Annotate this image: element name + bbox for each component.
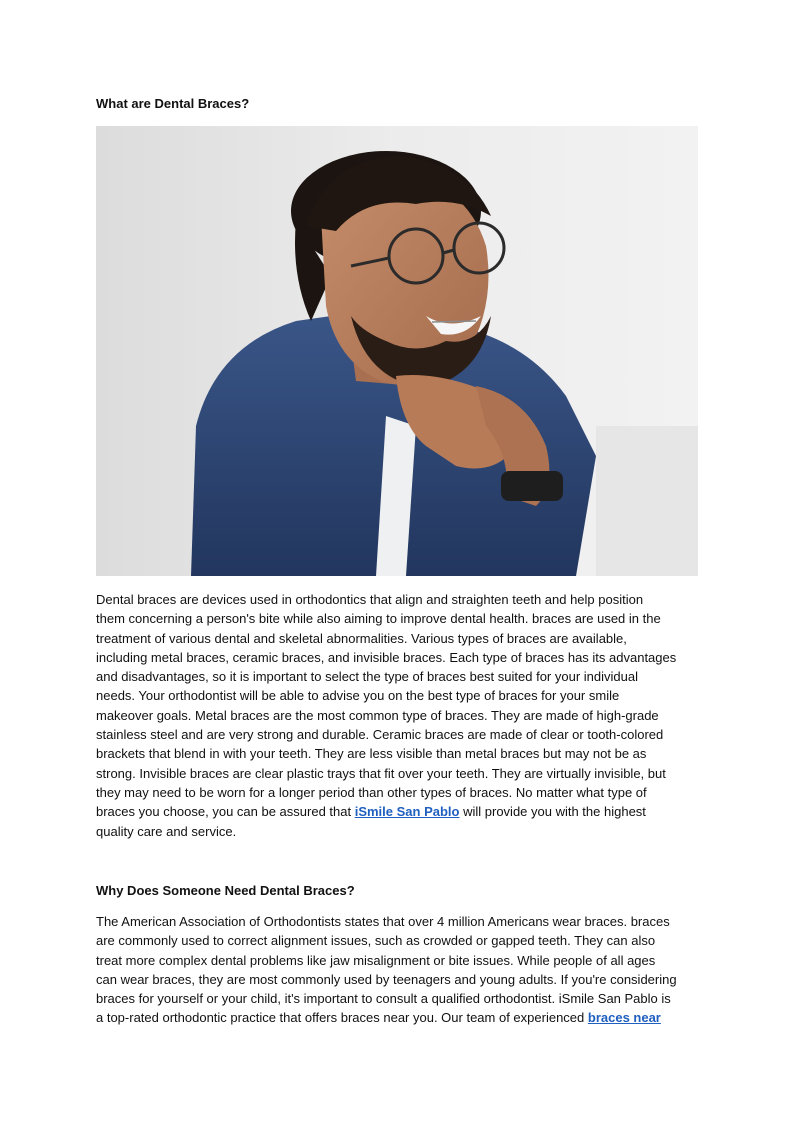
section-heading-what-are-braces: What are Dental Braces? <box>96 96 250 111</box>
text-line: including metal braces, ceramic braces, and invisible braces. Each type of braces has its advantages <box>96 649 677 665</box>
text-line: are commonly used to correct alignment issues, such as crowded or gapped teeth. They can also <box>96 933 656 949</box>
text-line: them concerning a person's bite while also aiming to improve dental health. braces are used in the <box>96 611 661 627</box>
text-line: Dental braces are devices used in orthodontics that align and straighten teeth and help position <box>96 592 644 607</box>
braces-near-link[interactable]: braces near <box>587 1010 661 1026</box>
text-line: The American Association of Orthodontists states that over 4 million Americans wear braces. braces <box>96 914 670 929</box>
text-line: makeover goals. Metal braces are the most common type of braces. They are made of high-grade <box>96 707 659 723</box>
ismile-san-pablo-link[interactable]: iSmile San Pablo <box>354 804 460 820</box>
paragraph-why-braces <box>96 912 700 1028</box>
text-line: treatment of various dental and skeletal abnormalities. Various types of braces are available, <box>96 630 627 646</box>
paragraph-dental-braces-intro <box>96 590 700 841</box>
text-line: stainless steel and are very strong and durable. Ceramic braces are made of clear or tooth-colored <box>96 727 664 743</box>
section-heading-why-need-braces: Why Does Someone Need Dental Braces? <box>96 883 355 898</box>
text-line: braces for yourself or your child, it's important to consult a qualified orthodontist. iSmile San Pablo is <box>96 991 671 1007</box>
text-segment: a top-rated orthodontic practice that offers braces near you. Our team of experienced <box>96 1010 588 1026</box>
text-line: and disadvantages, so it is important to select the type of braces best suited for your individual <box>96 669 638 685</box>
photo-illustration <box>96 126 698 576</box>
text-line: can wear braces, they are most commonly used by teenagers and young adults. If you're considering <box>96 971 677 987</box>
text-line: treat more complex dental problems like jaw misalignment or bite issues. While people of all ages <box>96 952 656 968</box>
text-line: strong. Invisible braces are clear plastic trays that fit over your teeth. They are virtually invisible, but <box>96 765 666 781</box>
text-line: brackets that blend in with your teeth. They are less visible than metal braces but may not be as <box>96 746 647 762</box>
text-line: quality care and service. <box>96 823 237 839</box>
man-with-braces-photo <box>96 126 698 576</box>
text-line-with-link <box>96 1008 700 1027</box>
text-line: they may need to be worn for a longer period than other types of braces. No matter what type of <box>96 784 647 800</box>
text-segment: braces you choose, you can be assured that <box>96 804 355 820</box>
text-segment: will provide you with the highest <box>459 804 646 820</box>
text-line: needs. Your orthodontist will be able to advise you on the best type of braces for your smile <box>96 688 620 704</box>
text-line-with-link <box>96 802 700 821</box>
